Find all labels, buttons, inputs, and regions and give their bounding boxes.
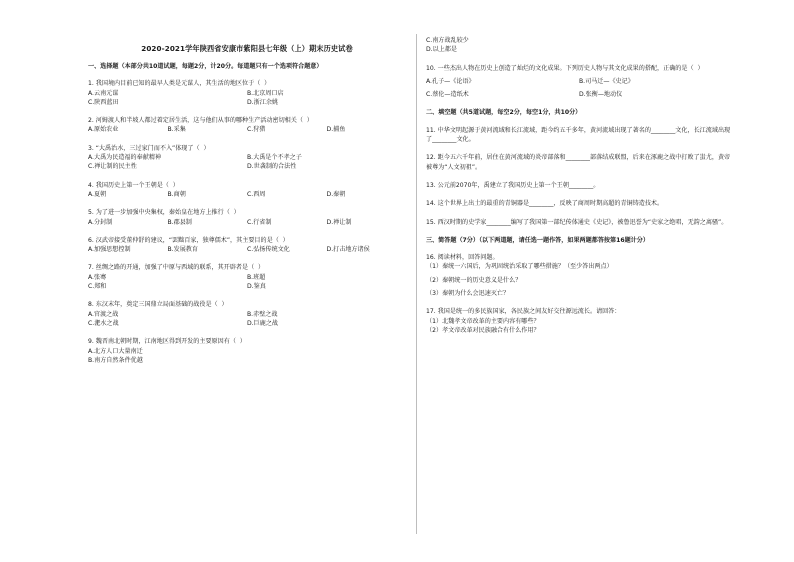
option: A.张骞	[88, 273, 107, 281]
question-1: 1. 我国境内目前已知的最早人类是元谋人，其生活的地区位于（ ）	[88, 80, 271, 88]
question-5: 5. 为了进一步加强中央集权，秦始皇在地方上推行（ ）	[88, 209, 240, 217]
page-title: 2020-2021学年陕西省安康市紫阳县七年级（上）期末历史试卷	[141, 44, 353, 53]
option: B.司马迁—《史记》	[579, 77, 634, 85]
question-6-options	[88, 245, 406, 254]
option: A.分封制	[88, 218, 113, 226]
fill-13: 13. 公元前2070年，禹建立了我国历史上第一个王朝________。	[426, 181, 600, 189]
option: C.陕西蓝田	[88, 98, 119, 106]
option: D.打击地方诸侯	[326, 246, 370, 254]
option: D.世袭制的合法性	[247, 163, 297, 171]
question-17-item: （2）孝文帝改革对民族融合有什么作用？	[426, 326, 540, 334]
option: C.狩猎	[247, 126, 266, 134]
option: C.行省制	[247, 218, 272, 226]
option: D.秦朝	[326, 190, 346, 198]
question-3: 3. “大禹治水，三过家门而不入”体现了（ ）	[88, 144, 210, 152]
option: B.郡县制	[167, 218, 192, 226]
option: C.西周	[247, 190, 266, 198]
question-16-item: （1）秦统一六国后，为巩固统治采取了哪些措施？（至少答出两点）	[426, 263, 613, 271]
section-choice-heading: 一、选择题（本部分共10道试题，每题2分，计20分。每道题只有一个选项符合题意）	[88, 63, 323, 70]
question-4-options	[88, 190, 406, 199]
option: A.官渡之战	[88, 310, 119, 318]
option: B.采集	[167, 126, 186, 134]
option: D.巨鹿之战	[247, 319, 279, 327]
option: A.云南元谋	[88, 89, 119, 97]
question-10: 10. 一些杰出人物在历史上创造了灿烂的文化成果。下列历史人物与其文化成果的搭配，正确的是（ ）	[426, 64, 704, 72]
question-17-item: （1）北魏孝文帝改革的主要内容有哪些？	[426, 317, 540, 325]
option: B.发展教育	[167, 246, 198, 254]
question-10-options	[426, 77, 732, 86]
column-divider	[416, 34, 417, 534]
fill-12: 12. 距今五六千年前，居住在黄河流域的炎帝部落和________部落结成联盟，后来在涿鹿之战中打败了蚩尤，黄帝被尊为“人文初祖”。	[426, 154, 731, 171]
right-column	[426, 36, 732, 335]
question-9: 9. 魏晋南北朝时期，江南地区得到开发的主要原因有（ ）	[88, 338, 246, 346]
option: D.浙江余姚	[247, 98, 279, 106]
question-3-options	[88, 153, 406, 162]
question-16: 16. 阅读材料，回答问题。	[426, 254, 499, 262]
question-2: 2. 河姆渡人和半坡人都过着定居生活，这与他们从事的哪种生产活动密切相关（ ）	[88, 117, 313, 125]
option: C.蔡伦—造纸术	[426, 91, 469, 99]
question-7: 7. 丝绸之路的开通，加强了中原与西域的联系，其开辟者是（ ）	[88, 264, 265, 272]
fill-15: 15. 西汉时期的史学家________编写了我国第一部纪传体通史《史记》，被鲁迅誉为“史家之绝唱，无韵之离骚”。	[426, 218, 728, 226]
fill-14: 14. 这个世界上出土的最重的青铜器是________，反映了商周时期高超的青铜铸造技术。	[426, 200, 664, 208]
option: A.孔子—《论语》	[426, 77, 475, 85]
option: B.赤壁之战	[247, 310, 278, 318]
question-4: 4. 我国历史上第一个王朝是（ ）	[88, 181, 179, 189]
option: C.淝水之战	[88, 319, 119, 327]
question-16-item: （3）秦朝为什么会迅速灭亡？	[426, 290, 510, 298]
question-17: 17. 我国是统一的多民族国家，各民族之间友好交往源远流长。请回答：	[426, 308, 621, 316]
section-short-answer-heading: 三、简答题（7分）（以下两道题，请任选一题作答，如果两题都答按第16题计分）	[426, 236, 649, 244]
option: A.大禹为民造福的奉献精神	[88, 154, 162, 162]
option: A.北方人口大量南迁	[88, 347, 143, 355]
option: B.大禹是个不孝之子	[247, 154, 302, 162]
option: D.捕鱼	[326, 126, 346, 134]
fill-11: 11. 中华文明起源于黄河流域和长江流域，距今约五千多年，黄河流域出现了著名的________文化，长江流域出现了________文化。	[426, 126, 731, 144]
option: B.商朝	[167, 190, 186, 198]
question-8: 8. 东汉末年，奠定三国鼎立局面基础的战役是（ ）	[88, 301, 228, 309]
option: D.张衡—地动仪	[579, 91, 623, 99]
option: C.弘扬传统文化	[247, 246, 290, 254]
option: C.郑和	[88, 283, 107, 291]
question-5-options	[88, 218, 406, 227]
question-7-options	[88, 273, 406, 282]
option: C.南方战乱较少	[426, 37, 469, 44]
option: B.南方自然条件优越	[88, 356, 143, 364]
option: A.加强思想控制	[88, 246, 131, 254]
left-column	[88, 62, 406, 365]
option: D.禅让制	[326, 218, 352, 226]
question-1-options	[88, 89, 406, 98]
option: B.班超	[247, 273, 266, 281]
option: A.原始农业	[88, 126, 119, 134]
option: A.夏朝	[88, 190, 107, 198]
question-6: 6. 汉武帝接受董仲舒的建议，“罢黜百家，独尊儒术”，其主要目的是（ ）	[88, 236, 289, 244]
option: D.鉴真	[247, 283, 266, 291]
option: D.以上都是	[426, 46, 458, 54]
option: B.北京周口店	[247, 89, 284, 97]
question-16-item: （2）秦朝统一的历史意义是什么？	[426, 276, 522, 284]
section-fill-heading: 二、填空题（共5道试题，每空2分，每空1分，共10分）	[426, 109, 582, 117]
option: C.禅让制的民主性	[88, 163, 137, 171]
question-8-options	[88, 310, 406, 319]
question-2-options	[88, 125, 406, 134]
